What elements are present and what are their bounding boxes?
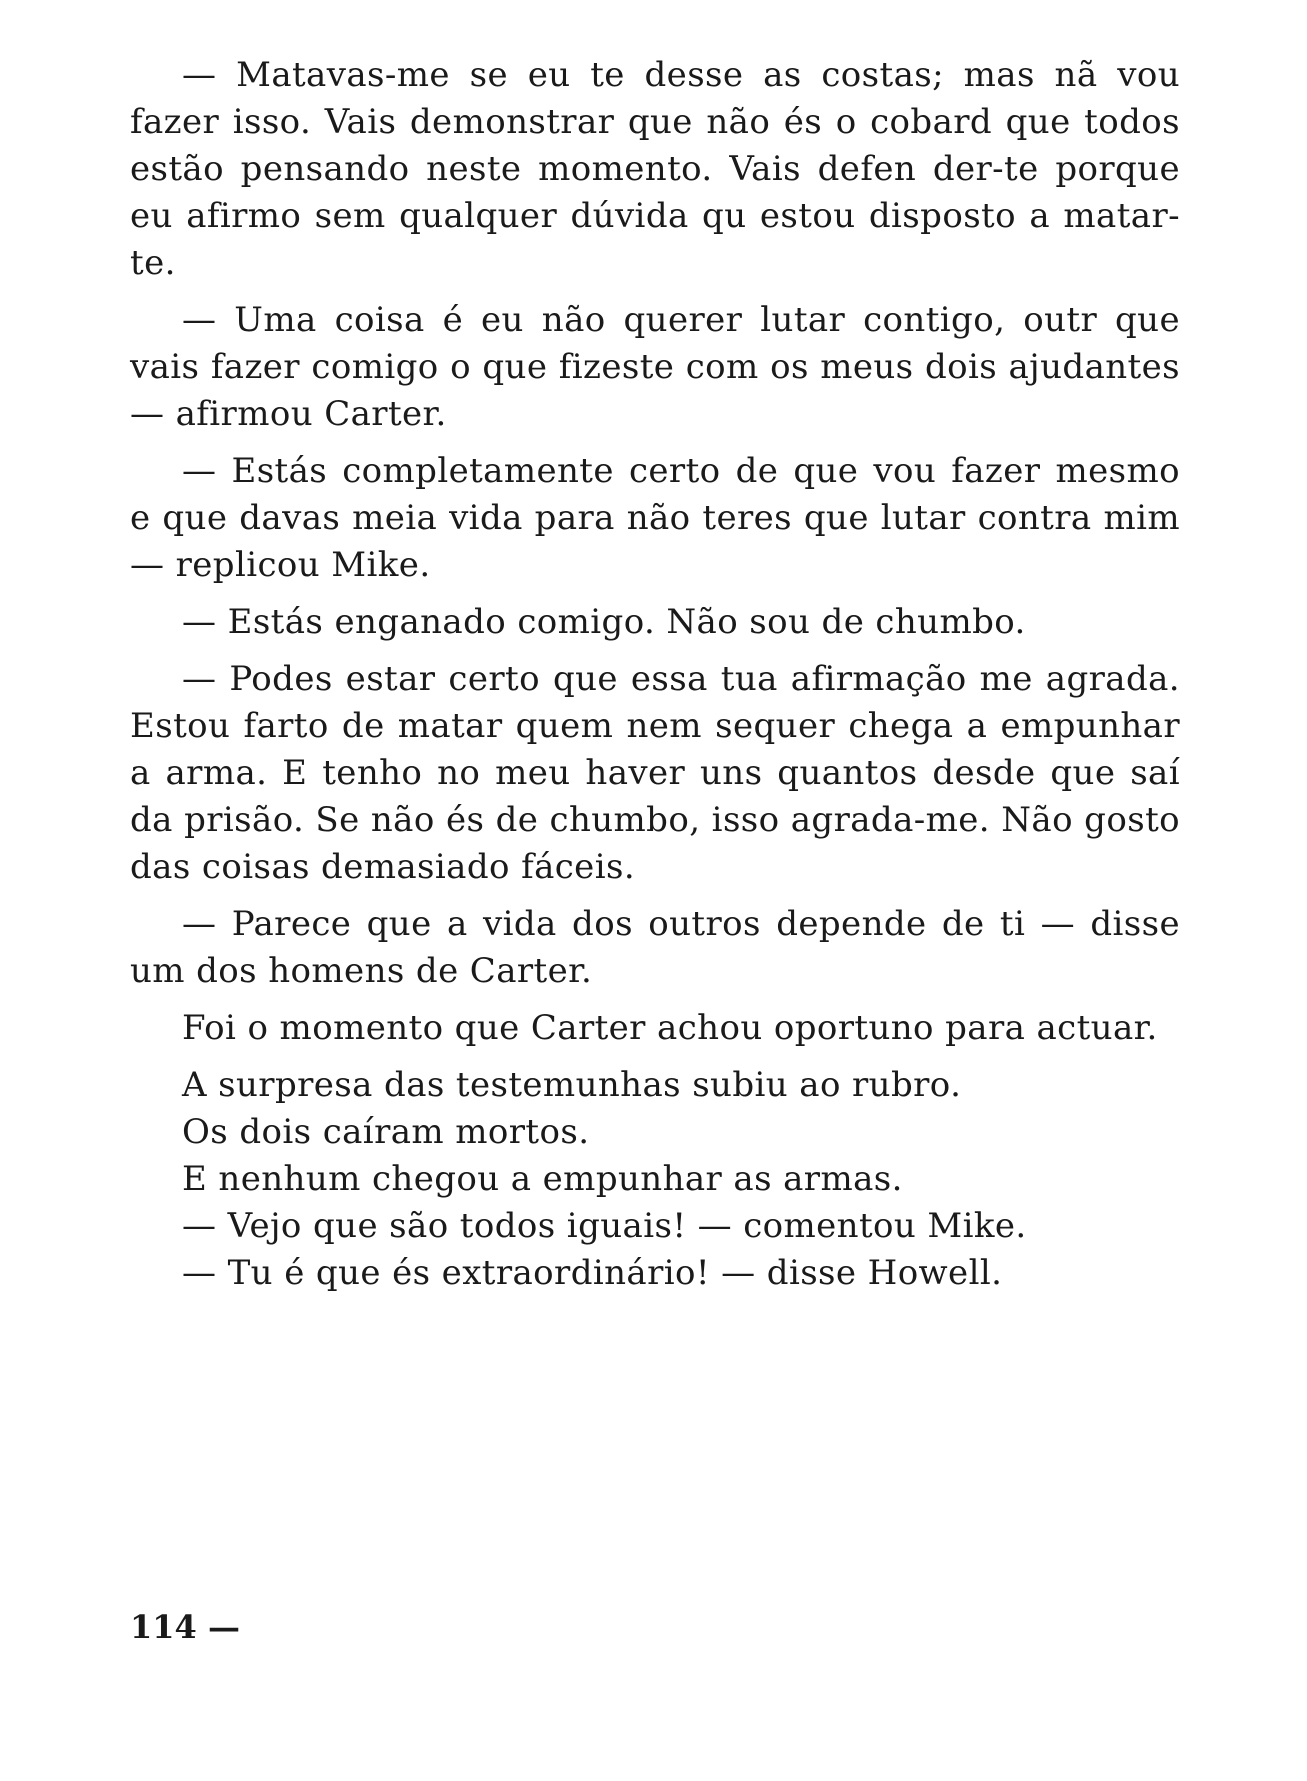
paragraph-1: — Matavas-me se eu te desse as costas; mas nã vou fazer isso. Vais demonstrar que não és o cobard que todos estão pensando neste momento. Vais defen der-te porque eu afirmo sem qualquer dúvida qu estou disposto a matar-te. xyxy=(130,55,1180,283)
paragraph-7: Foi o momento que Carter achou oportuno para actuar. xyxy=(182,1008,1158,1048)
short-line-3: E nenhum chegou a empunhar as armas. xyxy=(182,1159,903,1199)
paragraph-3: — Estás completamente certo de que vou fazer mesmo e que davas meia vida para não teres que lutar contra mim — replicou Mike. xyxy=(130,451,1180,585)
paragraph-5: — Podes estar certo que essa tua afirmação me agrada. Estou farto de matar quem nem sequer chega a empunhar a arma. E tenho no meu haver uns quantos desde que saí da prisão. Se não és de chumbo, isso agrada-me. Não gosto das coisas demasiado fáceis. xyxy=(130,659,1180,887)
paragraph-4: — Estás enganado comigo. Não sou de chumbo. xyxy=(182,602,1026,642)
short-line-2: Os dois caíram mortos. xyxy=(182,1112,590,1152)
paragraph-6: — Parece que a vida dos outros depende de ti — disse um dos homens de Carter. xyxy=(130,904,1180,991)
short-line-5: — Tu é que és extraordinário! — disse Howell. xyxy=(182,1253,1003,1293)
page-number: 114 — xyxy=(130,1608,240,1646)
short-line-4: — Vejo que são todos iguais! — comentou Mike. xyxy=(182,1206,1027,1246)
short-line-1: A surpresa das testemunhas subiu ao rubro. xyxy=(182,1065,962,1105)
page-body-text xyxy=(130,52,1180,1297)
paragraph-2: — Uma coisa é eu não querer lutar contigo, outr que vais fazer comigo o que fizeste com os meus dois ajudantes — afirmou Carter. xyxy=(130,300,1180,434)
